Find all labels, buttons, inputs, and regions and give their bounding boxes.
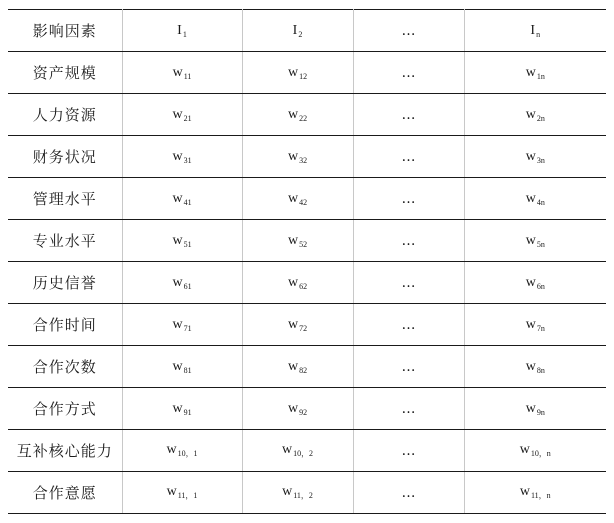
weight-base: w [287, 64, 299, 80]
weight-cell [122, 262, 242, 304]
weight-subscript: 72 [299, 323, 308, 333]
weight-base: w [166, 484, 177, 499]
weight-cell [242, 472, 353, 514]
weight-cell [464, 472, 606, 514]
weight-subscript: 10，2 [293, 449, 314, 458]
weight-base: w [519, 484, 530, 499]
factor-cell: 资产规模 [8, 52, 122, 94]
weight-cell [464, 136, 606, 178]
weight-base: w [172, 316, 183, 332]
weight-base: w [287, 232, 299, 248]
ellipsis-cell [353, 220, 464, 262]
weight-base: w [172, 106, 183, 122]
header-col-sub: 2 [298, 29, 303, 39]
weight-subscript: 52 [299, 239, 308, 249]
weight-base: w [525, 358, 536, 374]
factor-cell: 合作时间 [8, 304, 122, 346]
weight-base: w [525, 148, 536, 164]
weight-base: w [525, 232, 536, 248]
weight-base: w [287, 148, 299, 164]
weight-cell [122, 220, 242, 262]
weight-base: … [401, 442, 416, 459]
weight-cell [122, 136, 242, 178]
weight-base: w [287, 190, 299, 206]
table-row [8, 136, 606, 178]
ellipsis-cell [353, 178, 464, 220]
weight-cell [464, 304, 606, 346]
weight-cell [464, 262, 606, 304]
weight-subscript: 12 [299, 71, 308, 81]
weight-base: w [282, 484, 293, 499]
weight-subscript: 32 [299, 155, 308, 165]
table-row [8, 52, 606, 94]
weight-cell [242, 94, 353, 136]
weight-subscript: 8n [536, 365, 545, 375]
header-col-1 [122, 10, 242, 52]
weight-cell [464, 346, 606, 388]
weight-cell [464, 388, 606, 430]
weight-base: w [287, 400, 299, 416]
header-col-ellipsis [353, 10, 464, 52]
weight-cell [122, 304, 242, 346]
weight-base: w [172, 64, 183, 80]
ellipsis-cell [353, 94, 464, 136]
weight-cell [242, 52, 353, 94]
weight-cell [242, 430, 353, 472]
header-col-sub: n [536, 29, 541, 39]
weight-base: w [525, 64, 536, 80]
weight-cell [242, 262, 353, 304]
weight-cell [242, 388, 353, 430]
weight-subscript: 6n [536, 281, 545, 291]
weight-base: w [172, 232, 183, 248]
weight-subscript: 11，2 [293, 491, 313, 500]
table-body [8, 52, 606, 514]
weight-subscript: 4n [536, 197, 545, 207]
weight-subscript: 11，n [530, 491, 551, 500]
factor-cell: 历史信誉 [8, 262, 122, 304]
weight-base: … [401, 274, 416, 291]
weight-base: … [401, 400, 416, 417]
weight-cell [464, 52, 606, 94]
weight-subscript: 42 [299, 197, 308, 207]
factor-cell: 专业水平 [8, 220, 122, 262]
weight-base: w [172, 358, 183, 374]
weight-cell [122, 472, 242, 514]
weight-cell [464, 220, 606, 262]
weight-subscript: 11 [183, 71, 192, 81]
table-row [8, 346, 606, 388]
weight-cell [122, 178, 242, 220]
factor-cell: 财务状况 [8, 136, 122, 178]
header-col-n [464, 10, 606, 52]
weight-cell [122, 388, 242, 430]
weight-cell [122, 52, 242, 94]
weight-subscript: 62 [299, 281, 308, 291]
ellipsis-cell [353, 472, 464, 514]
weight-subscript: 92 [299, 407, 308, 417]
weight-subscript: 10，1 [177, 449, 198, 458]
header-factor-label: 影响因素 [8, 10, 122, 52]
weight-cell [242, 220, 353, 262]
weight-cell [122, 94, 242, 136]
weight-base: w [525, 316, 536, 332]
weight-cell [122, 346, 242, 388]
weight-subscript: 22 [299, 113, 308, 123]
weight-base: w [172, 148, 183, 164]
weight-base: w [287, 274, 299, 290]
weight-base: … [401, 64, 416, 81]
weight-subscript: 51 [183, 239, 192, 249]
header-col-base: … [401, 22, 416, 39]
weight-cell [464, 178, 606, 220]
weight-base: w [281, 442, 293, 457]
weight-subscript: 31 [183, 155, 192, 165]
weight-subscript: 5n [536, 239, 545, 249]
weight-base: w [287, 358, 299, 374]
weight-base: … [401, 358, 416, 375]
weight-base: w [172, 190, 183, 206]
header-col-base: I [292, 22, 298, 38]
weight-table-container [8, 9, 606, 514]
header-col-base: I [177, 22, 182, 38]
weight-subscript: 82 [299, 365, 308, 375]
table-row [8, 220, 606, 262]
weight-cell [242, 178, 353, 220]
weight-subscript: 61 [183, 281, 192, 291]
weight-base: w [166, 442, 177, 457]
weight-base: w [525, 190, 536, 206]
weight-subscript: 10，n [530, 449, 551, 458]
weight-base: w [287, 106, 299, 122]
table-row [8, 94, 606, 136]
table-row [8, 304, 606, 346]
ellipsis-cell [353, 262, 464, 304]
factor-cell: 人力资源 [8, 94, 122, 136]
ellipsis-cell [353, 52, 464, 94]
weight-base: … [401, 484, 416, 501]
weight-subscript: 2n [536, 113, 545, 123]
weight-table [8, 9, 606, 514]
table-row [8, 430, 606, 472]
factor-cell: 合作意愿 [8, 472, 122, 514]
table-row [8, 472, 606, 514]
weight-subscript: 81 [183, 365, 192, 375]
weight-cell [242, 136, 353, 178]
weight-base: w [172, 274, 183, 290]
factor-cell: 互补核心能力 [8, 430, 122, 472]
ellipsis-cell [353, 346, 464, 388]
weight-cell [122, 430, 242, 472]
weight-subscript: 7n [536, 323, 545, 333]
weight-cell [242, 346, 353, 388]
weight-subscript: 91 [183, 407, 192, 417]
weight-base: w [172, 400, 183, 416]
weight-base: … [401, 316, 416, 333]
weight-subscript: 41 [183, 197, 192, 207]
header-col-base: I [530, 22, 536, 38]
weight-base: w [287, 316, 299, 332]
header-col-2 [242, 10, 353, 52]
factor-cell: 管理水平 [8, 178, 122, 220]
weight-base: w [525, 274, 536, 290]
table-row [8, 388, 606, 430]
weight-base: … [401, 106, 416, 123]
weight-base: … [401, 190, 416, 207]
weight-subscript: 9n [536, 407, 545, 417]
weight-base: w [525, 106, 536, 122]
weight-subscript: 71 [183, 323, 192, 333]
header-col-sub: 1 [182, 29, 187, 39]
factor-cell: 合作方式 [8, 388, 122, 430]
weight-cell [242, 304, 353, 346]
weight-base: w [519, 442, 530, 457]
weight-subscript: 3n [536, 155, 545, 165]
weight-subscript: 11，1 [177, 491, 198, 500]
weight-base: … [401, 148, 416, 165]
weight-cell [464, 430, 606, 472]
ellipsis-cell [353, 430, 464, 472]
table-header-row [8, 10, 606, 52]
weight-base: … [401, 232, 416, 249]
factor-cell: 合作次数 [8, 346, 122, 388]
weight-subscript: 1n [536, 71, 545, 81]
table-row [8, 262, 606, 304]
weight-subscript: 21 [183, 113, 192, 123]
ellipsis-cell [353, 388, 464, 430]
weight-base: w [525, 400, 536, 416]
table-row [8, 178, 606, 220]
ellipsis-cell [353, 304, 464, 346]
ellipsis-cell [353, 136, 464, 178]
weight-cell [464, 94, 606, 136]
